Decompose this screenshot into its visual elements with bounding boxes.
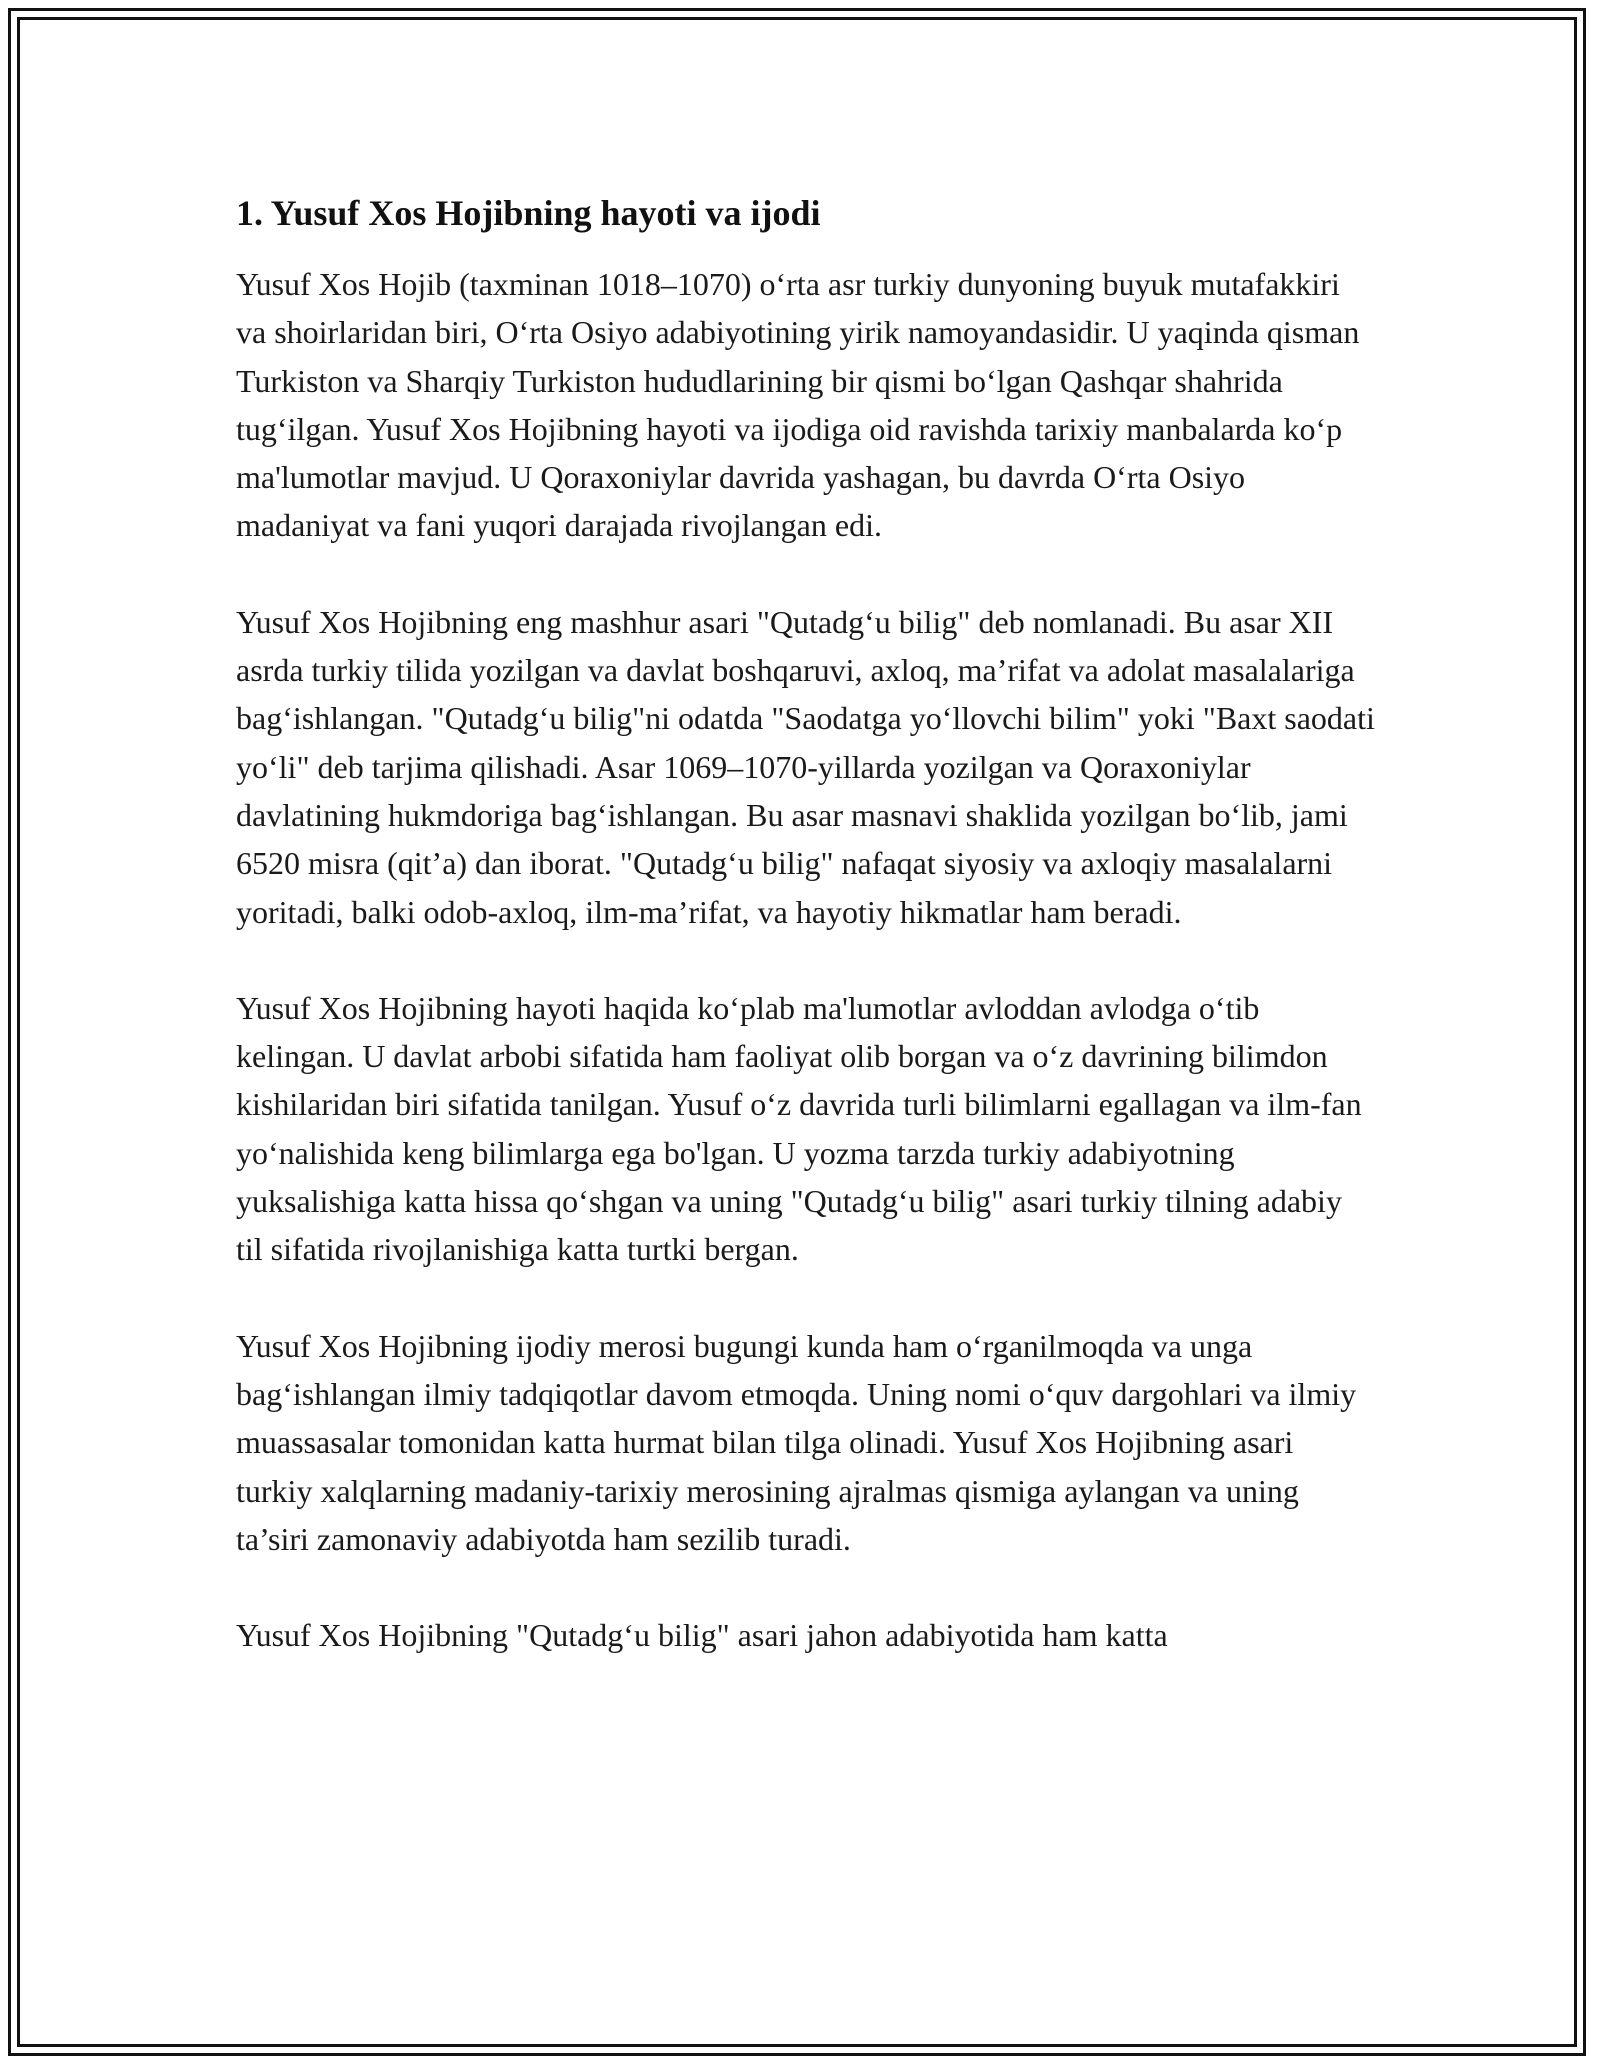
section-heading: 1. Yusuf Xos Hojibning hayoti va ijodi [236, 193, 821, 233]
paragraph-qutadgu-bilig: Yusuf Xos Hojibning eng mashhur asari "Qutadg‘u bilig" deb nomlanadi. Bu asar XII asrda turkiy tilida yozilgan va davlat boshqaruvi, axloq, ma’rifat va adolat masalalariga bag‘ishlangan. "Qutadg‘u bilig"ni odatda "Saodatga yo‘llovchi bilim" yoki "Baxt saodati yo‘li" deb tarjima qilishadi. Asar 1069–1070-yillarda yozilgan va Qoraxoniylar davlatining hukmdoriga bag‘ishlangan. Bu asar masnavi shaklida yozilgan bo‘lib, jami 6520 misra (qit’a) dan iborat. "Qutadg‘u bilig" nafaqat siyosiy va axloqiy masalalarni yoritadi, balki odob-axloq, ilm-ma’rifat, va hayotiy hikmatlar ham beradi. [236, 603, 1375, 930]
document-body [236, 188, 1376, 1707]
paragraph-intro: Yusuf Xos Hojib (taxminan 1018–1070) o‘rta asr turkiy dunyoning buyuk mutafakkiri va shoirlaridan biri, O‘rta Osiyo adabiyotining yirik namoyandasidir. U yaqinda qisman Turkiston va Sharqiy Turkiston hududlarining bir qismi bo‘lgan Qashqar shahrida tug‘ilgan. Yusuf Xos Hojibning hayoti va ijodiga oid ravishda tarixiy manbalarda ko‘p ma'lumotlar mavjud. U Qoraxoniylar davrida yashagan, bu davrda O‘rta Osiyo madaniyat va fani yuqori darajada rivojlangan edi. [236, 266, 1360, 544]
paragraph-legacy: Yusuf Xos Hojibning ijodiy merosi bugungi kunda ham o‘rganilmoqda va unga bag‘ishlangan ilmiy tadqiqotlar davom etmoqda. Uning nomi o‘quv dargohlari va ilmiy muassasalar tomonidan katta hurmat bilan tilga olinadi. Yusuf Xos Hojibning asari turkiy xalqlarning madaniy-tarixiy merosining ajralmas qismiga aylangan va uning ta’siri zamonaviy adabiyotda ham sezilib turadi. [236, 1327, 1357, 1557]
paragraph-biography: Yusuf Xos Hojibning hayoti haqida ko‘plab ma'lumotlar avloddan avlodga o‘tib kelingan. U davlat arbobi sifatida ham faoliyat olib borgan va o‘z davrining bilimdon kishilaridan biri sifatida tanilgan. Yusuf o‘z davrida turli bilimlarni egallagan va ilm-fan yo‘nalishida keng bilimlarga ega bo'lgan. U yozma tarzda turkiy adabiyotning yuksalishiga katta hissa qo‘shgan va uning "Qutadg‘u bilig" asari turkiy tilning adabiy til sifatida rivojlanishiga katta turtki bergan. [236, 989, 1362, 1268]
paragraph-world-literature: Yusuf Xos Hojibning "Qutadg‘u bilig" asari jahon adabiyotida ham katta [236, 1617, 1168, 1654]
